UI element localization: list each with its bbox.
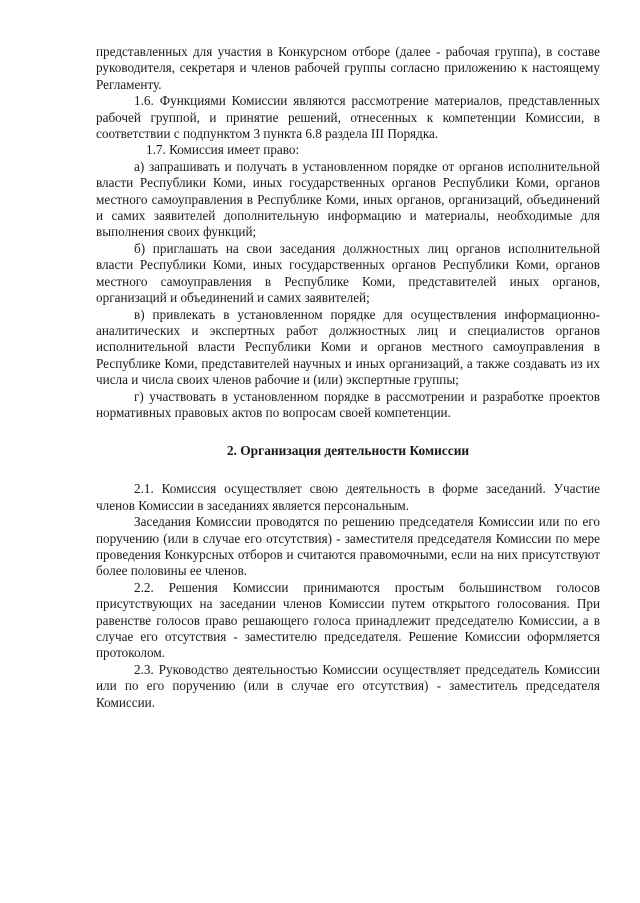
paragraph-2-1: 2.1. Комиссия осуществляет свою деятельность в форме заседаний. Участие членов Комиссии в заседаниях является персональным. [96, 481, 600, 513]
paragraph-1-7: 1.7. Комиссия имеет право: [146, 142, 300, 158]
paragraph-2-1-meetings: Заседания Комиссии проводятся по решению председателя Комиссии или по его поручению (или в случае его отсутствия) - заместителя председателя Комиссии по мере проведения Конкурсных отборов и считаются правомочными, если на них присутствуют более половины ее членов. [96, 514, 600, 579]
paragraph-1-7-a: а) запрашивать и получать в установленном порядке от органов исполнительной власти Республики Коми, иных государственных органов Республики Коми, органов местного самоуправления в Республике Коми, иных органов, организаций, объединений и самих заявителей дополнительную информацию и материалы, необходимые для выполнения своих функций; [96, 158, 600, 240]
paragraph-1-7-b: б) приглашать на свои заседания должностных лиц органов исполнительной власти Республики Коми, иных государственных органов Республики Коми, органов местного самоуправления в Республике Коми, представителей иных органов, организаций и объединений и самих заявителей; [96, 240, 600, 306]
paragraph-1-7-g: г) участвовать в установленном порядке в рассмотрении и разработке проектов нормативных правовых актов по вопросам своей компетенции. [96, 388, 600, 420]
paragraph-1-7-v: в) привлекать в установленном порядке для осуществления информационно-аналитических и экспертных работ должностных лиц и специалистов органов исполнительной власти Республики Коми и органов местного самоуправления в Республике Коми, представителей научных и иных организаций, а также создавать из их числа и числа своих членов рабочие и (или) экспертные группы; [96, 306, 600, 388]
paragraph-continuation: представленных для участия в Конкурсном отборе (далее - рабочая группа), в составе руководителя, секретаря и членов рабочей группы согласно приложению к настоящему Регламенту. [96, 44, 600, 92]
paragraph-2-2: 2.2. Решения Комиссии принимаются простым большинством голосов присутствующих на заседании членов Комиссии путем открытого голосования. При равенстве голосов право решающего голоса принадлежит председателю Комиссии, а в случае его отсутствия - заместителю председателя. Решение Комиссии оформляется протоколом. [96, 579, 600, 661]
section-heading: 2. Организация деятельности Комиссии [226, 443, 470, 459]
paragraph-1-6: 1.6. Функциями Комиссии являются рассмотрение материалов, представленных рабочей группой, и принятие решений, отнесенных к компетенции Комиссии, в соответствии с подпунктом 3 пункта 6.8 раздела III Порядка. [96, 93, 600, 142]
paragraph-2-3: 2.3. Руководство деятельностью Комиссии осуществляет председатель Комиссии или по его поручению (или в случае его отсутствия) - заместитель председателя Комиссии. [96, 661, 600, 710]
